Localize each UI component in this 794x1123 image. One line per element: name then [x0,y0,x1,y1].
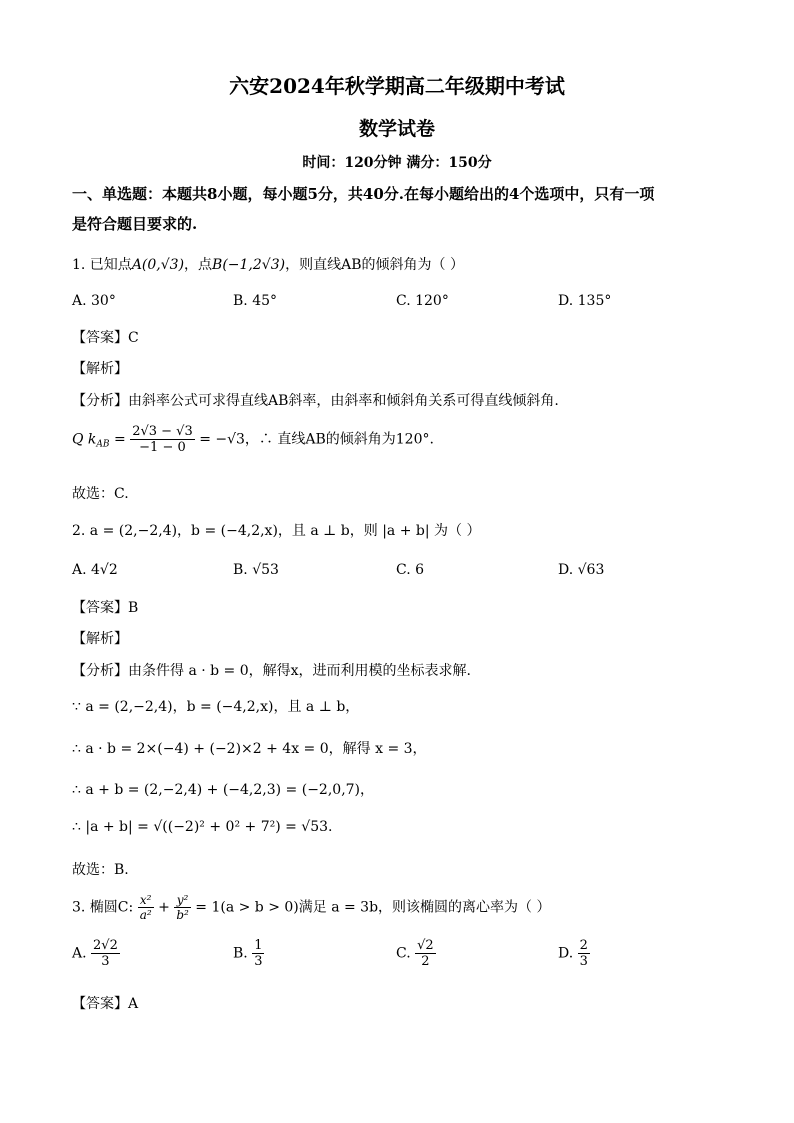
q2-step-2: ∴ a · b = 2×(−4) + (−2)×2 + 4x = 0，解得 x = 3， [72,741,427,757]
question-2-stem: 2. a = (2,−2,4)，b = (−4,2,x)，且 a ⊥ b，则 |a + b| 为（ ） [72,523,481,539]
exam-title: 六安2024年秋学期高二年级期中考试 [229,74,565,98]
q3-option-a-label: A. [72,945,87,962]
q1-formula-den: −1 − 0 [139,440,186,455]
q3-option-c-label: C. [396,945,411,962]
q3-option-b-frac: $\frac{1}{3}$ [254,938,263,969]
time-info: 时间：120分钟 满分：150分 [302,155,492,171]
q3-option-b-label: B. [233,945,248,962]
q1-analysis: 【分析】由斜率公式可求得直线AB斜率，由斜率和倾斜角关系可得直线倾斜角. [72,393,559,409]
q1-analysis-label: 【解析】 [72,361,128,377]
q1-option-d: D. 135° [558,293,612,309]
q1-formula-tail: = −√3，∴ 直线AB的倾斜角为120°. [199,431,434,448]
q3-option-d [558,938,590,969]
q2-step-4: ∴ |a + b| = √((−2)² + 0² + 7²) = √53. [72,819,333,835]
q2-option-d: D. √63 [558,562,605,578]
q3-frac-y: $\frac{\text{y²}}{\text{b²}}$ [176,893,189,922]
q2-option-b: B. √53 [233,562,279,578]
q1-point-a: A(0,√3) [131,257,185,273]
q3-option-c-frac: $\frac{√2}{2}$ [417,938,434,969]
question-1-stem [72,254,464,274]
q3-option-d-frac: $\frac{2}{3}$ [579,938,588,969]
q1-formula-num: 2√3 − √3 [132,424,193,439]
q1-formula-sub: AB [96,439,110,450]
q1-suffix: ，则直线AB的倾斜角为（ ） [285,257,464,273]
q2-option-c: C. 6 [396,562,425,578]
q1-point-b: B(−1,2√3) [212,257,286,273]
q3-frac-x: $\frac{\text{x²}}{\text{a²}}$ [139,893,152,922]
exam-subtitle: 数学试卷 [358,118,435,140]
question-3-stem: 3. 椭圆C: $\frac{\text{x²}}{\text{a²}}$ + $\frac{\text{y²}}{\text{b²}}$ = 1(a > b > 0)满足 a = 3b，则该椭圆的离心率为（ ） [72,893,551,922]
q3-option-a-frac: $\frac{2√2}{3}$ [93,938,118,969]
q1-option-b: B. 45° [233,293,278,309]
q1-formula-lead: Q k [72,431,97,448]
q3-option-a [72,938,120,969]
section-heading-line2: 是符合题目要求的. [72,215,198,233]
q2-analysis: 【分析】由条件得 a · b = 0，解得x，进而利用模的坐标表求解. [72,663,471,679]
q1-formula-fraction [130,424,195,455]
q2-step-3: ∴ a + b = (2,−2,4) + (−4,2,3) = (−2,0,7)， [72,782,375,798]
q3-option-b [233,938,264,969]
q1-option-a: A. 30° [72,293,116,309]
q2-result: 故选：B. [72,862,129,878]
q2-step-1: ∵ a = (2,−2,4)，b = (−4,2,x)，且 a ⊥ b， [72,699,360,715]
section-heading-line1: 一、单选题：本题共8小题，每小题5分，共40分.在每小题给出的4个选项中，只有一项 [72,185,655,203]
q2-option-a: A. 4√2 [72,562,118,578]
q3-prefix: 3. 椭圆C: [72,899,134,916]
q3-eq-tail: = 1(a > b > 0)满足 a = 3b，则该椭圆的离心率为（ ） [195,899,551,916]
q3-answer: 【答案】A [72,996,139,1012]
q3-option-c [396,938,436,969]
q3-option-d-label: D. [558,945,574,962]
q1-prefix: 1. 已知点 [72,257,132,273]
q1-option-c: C. 120° [396,293,449,309]
q1-result: 故选：C. [72,486,129,502]
q2-answer: 【答案】B [72,600,139,616]
q1-answer: 【答案】C [72,330,139,346]
q2-analysis-label: 【解析】 [72,631,128,647]
q1-mid: ，点 [184,257,213,273]
q1-formula: Q $k_{AB}$ = $\frac{2√3 - √3}{-1 - 0}$ = −√3，∴ 直线AB的倾斜角为120°. [72,424,434,455]
